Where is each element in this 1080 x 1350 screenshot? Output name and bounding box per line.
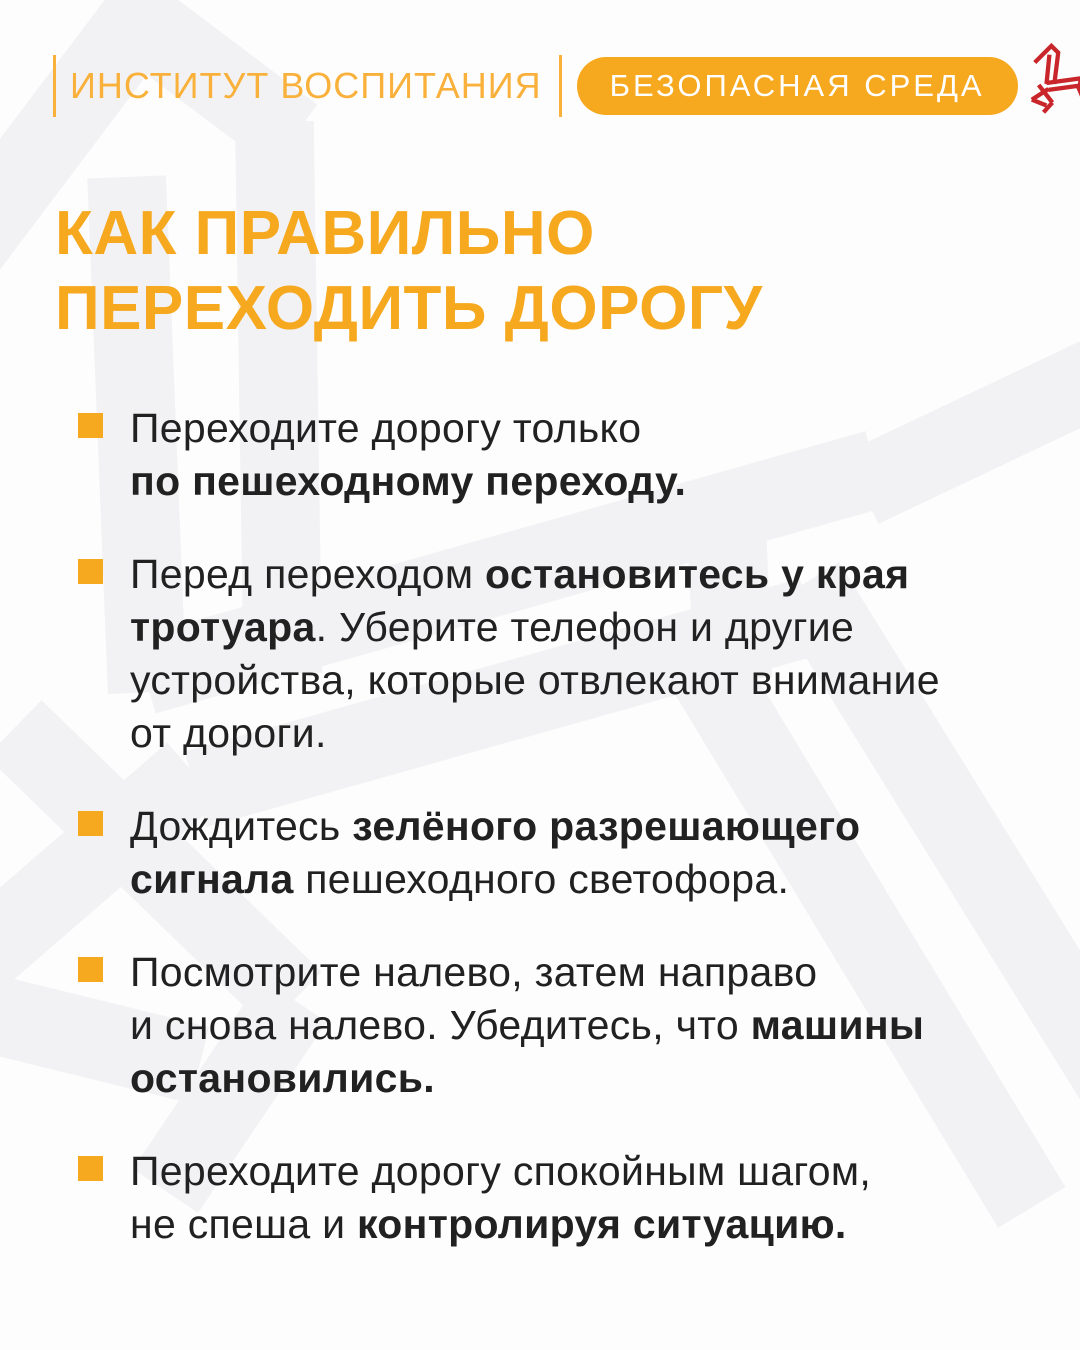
plain-text: . Уберите телефон и другие (315, 604, 855, 650)
list-item-line (130, 455, 686, 508)
page-title (55, 196, 1030, 346)
bullet-marker-icon (78, 811, 103, 836)
bullet-marker-icon (78, 559, 103, 584)
emphasis-text: остановились. (130, 1055, 435, 1101)
horse-logo-icon (1018, 40, 1080, 128)
list-item-text (130, 800, 860, 906)
list-item-line (130, 1052, 924, 1105)
list-item-text (130, 1145, 871, 1251)
header-accent-bar (53, 55, 56, 117)
list-item-text (130, 946, 924, 1105)
plain-text: устройства, которые отвлекают внимание (130, 657, 940, 703)
list-item-line (130, 853, 860, 906)
page-title-line-2: ПЕРЕХОДИТЬ ДОРОГУ (55, 274, 763, 343)
list-item-line (130, 999, 924, 1052)
list-item-text (130, 402, 686, 508)
plain-text: и снова налево. Убедитесь, что (130, 1002, 751, 1048)
list-item (78, 402, 1030, 508)
emphasis-text: остановитесь у края (485, 551, 910, 597)
badge-safe-environment: БЕЗОПАСНАЯ СРЕДА (577, 57, 1018, 115)
page-title-line-1: КАК ПРАВИЛЬНО (55, 199, 595, 268)
bullet-marker-icon (78, 1156, 103, 1181)
list-item-line (130, 800, 860, 853)
emphasis-text: тротуара (130, 604, 316, 650)
list-item-line (130, 1145, 871, 1198)
plain-text: Переходите дорогу спокойным шагом, (130, 1148, 872, 1194)
list-item-line (130, 707, 940, 760)
bullet-marker-icon (78, 957, 103, 982)
list-item-line (130, 601, 940, 654)
list-item (78, 800, 1030, 906)
list-item-line (130, 548, 940, 601)
list-item (78, 548, 1030, 760)
plain-text: Дождитесь (130, 803, 353, 849)
plain-text: пешеходного светофора. (293, 856, 790, 902)
emphasis-text: по пешеходному переходу. (130, 458, 687, 504)
list-item-line (130, 654, 940, 707)
header (53, 44, 1038, 128)
plain-text: Переходите дорогу только (130, 405, 642, 451)
emphasis-text: зелёного разрешающего (352, 803, 861, 849)
list-item-line (130, 946, 924, 999)
plain-text: Посмотрите налево, затем направо (130, 949, 818, 995)
rules-list (78, 402, 1030, 1291)
list-item (78, 946, 1030, 1105)
brand-name: ИНСТИТУТ ВОСПИТАНИЯ (70, 65, 542, 106)
plain-text: не спеша и (130, 1201, 358, 1247)
list-item-line (130, 402, 686, 455)
list-item-text (130, 548, 940, 760)
header-divider (559, 55, 562, 117)
list-item-line (130, 1198, 871, 1251)
emphasis-text: сигнала (130, 856, 294, 902)
list-item (78, 1145, 1030, 1251)
plain-text: от дороги. (130, 710, 327, 756)
bullet-marker-icon (78, 413, 103, 438)
plain-text: Перед переходом (130, 551, 486, 597)
emphasis-text: контролируя ситуацию. (357, 1201, 847, 1247)
emphasis-text: машины (750, 1002, 925, 1048)
